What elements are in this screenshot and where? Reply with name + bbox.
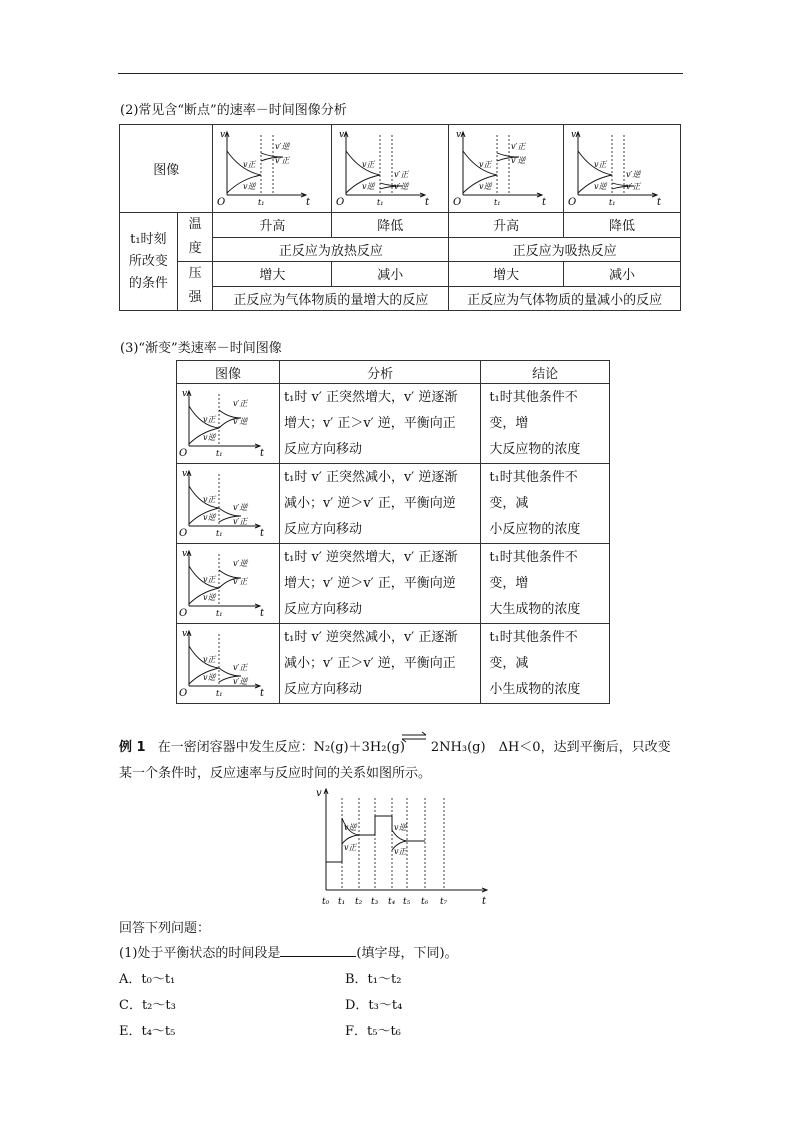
v-label-forward: v正 [394,847,407,856]
analysis-cell [279,464,480,544]
origin-label: O [453,196,462,208]
v-label-reverse: v逆 [594,181,607,191]
axis-label-v: v [456,129,462,140]
axis-label-v: v [339,129,345,140]
v-prime-label-2: v′逆 [394,181,409,191]
v-prime-label-1: v′正 [233,398,248,408]
origin-label: O [179,607,188,619]
origin-label: O [568,196,577,208]
example-label: 例 1 [119,740,146,755]
condition-label-line: t₁时刻 [130,231,167,247]
axis-label-t: t [425,196,430,208]
pressure-value: 减小 [564,262,681,287]
v-label-reverse: v逆 [243,181,257,191]
v-prime-label-1: v′正 [394,169,409,179]
temp-value: 降低 [332,213,449,238]
v-label-forward: v正 [344,843,357,852]
option-b[interactable]: B．t₁～t₂ [345,972,402,987]
graph-temp-down-endo [564,125,681,213]
option-d[interactable]: D．t₃～t₄ [345,998,403,1013]
header-analysis: 分析 [279,361,480,384]
analysis-line: t₁时 v′ 正突然减小，v′ 逆逐渐 [283,469,458,485]
axis-label-v: v [182,468,188,479]
v-prime-label-2: v′正 [233,516,248,526]
tick-label: t₆ [421,897,429,904]
tick-label: t₀ [322,897,330,904]
conclusion-line: t₁时其他条件不变，减 [489,469,578,511]
image-row-label: 图像 [120,125,213,213]
v-label-reverse: v逆 [203,672,216,682]
conclusion-line: 大生成物的浓度 [489,601,581,617]
v-label-reverse: v逆 [362,181,375,191]
t1-label: t₁ [258,197,265,207]
v-label-forward: v正 [594,159,607,169]
analysis-cell [279,624,480,704]
conclusion-line: t₁时其他条件不变，增 [489,389,578,431]
condition-label-line: 的条件 [128,275,168,291]
temp-char: 温 [188,217,202,232]
question-text: (1)处于平衡状态的时间段是 [119,946,281,961]
v-prime-label-1: v′逆 [626,169,641,179]
tick-label: t₁ [338,897,346,904]
analysis-line: 反应方向移动 [283,601,362,617]
analysis-line: 增大；v′ 逆＞v′ 正，平衡向逆 [283,575,456,591]
pressure-value: 增大 [213,262,332,287]
graph-decrease-product [177,624,280,704]
graph-temp-up-endo [449,125,564,213]
analysis-line: 反应方向移动 [283,521,362,537]
pressure-note: 正反应为气体物质的量增大的反应 [213,286,449,311]
v-prime-label-1: v′逆 [275,141,290,151]
conclusion-line: 小反应物的浓度 [489,521,581,537]
analysis-line: t₁时 v′ 正突然增大，v′ 逆逐渐 [283,389,458,405]
axis-label-t: t [260,607,265,619]
v-prime-label-1: v′正 [511,141,526,151]
v-prime-label-2: v′正 [275,155,290,165]
origin-label: O [217,196,226,208]
temp-note: 正反应为吸热反应 [449,237,681,262]
analysis-cell [279,384,480,464]
v-prime-label-2: v′逆 [233,416,248,426]
pressure-char: 强 [188,290,202,305]
v-prime-label-1: v′逆 [233,558,248,568]
conclusion-line: 小生成物的浓度 [489,681,581,697]
conclusion-line: t₁时其他条件不变，增 [489,549,578,591]
axis-label-t: t [657,196,662,208]
v-prime-label-1: v′逆 [233,502,248,512]
analysis-line: t₁时 v′ 逆突然增大，v′ 正逐渐 [283,549,458,565]
option-a[interactable]: A．t₀～t₁ [119,972,176,987]
axis-label-t: t [306,196,311,208]
breakpoint-table [119,124,681,311]
conclusion-cell [481,384,610,464]
tick-label: t₄ [388,897,396,904]
condition-label [120,213,178,311]
reversible-arrow-icon [401,731,427,743]
analysis-line: 减小；v′ 逆＞v′ 正，平衡向逆 [283,495,456,511]
v-prime-label-1: v′正 [233,662,248,672]
temp-value: 升高 [449,213,564,238]
tick-label: t₅ [403,897,411,904]
analysis-line: 减小；v′ 正＞v′ 逆，平衡向正 [283,655,456,671]
axis-label-v: v [182,628,188,639]
t1-label: t₁ [377,197,384,207]
question-1 [119,942,458,961]
axis-label-t: t [482,896,487,904]
v-label-reverse: v逆 [203,432,216,442]
temperature-label [177,213,213,262]
axis-label-v: v [182,548,188,559]
origin-label: O [336,196,345,208]
temp-note: 正反应为放热反应 [213,237,449,262]
t1-label: t₁ [216,448,223,458]
analysis-line: 反应方向移动 [283,681,362,697]
section3-heading: (3)“渐变”类速率－时间图像 [120,341,282,356]
option-e[interactable]: E．t₄～t₅ [119,1024,176,1039]
option-f[interactable]: F．t₅～t₆ [345,1024,401,1039]
v-label-reverse: v逆 [203,512,216,522]
condition-label-line: 所改变 [128,253,168,269]
axis-label-v: v [571,129,577,140]
t1-label: t₁ [216,528,223,538]
temp-value: 降低 [564,213,681,238]
example-line1 [119,736,671,755]
v-prime-label-2: v′逆 [233,676,248,686]
section2-heading: (2)常见含“断点”的速率－时间图像分析 [120,103,347,118]
conclusion-cell [481,464,610,544]
graph-decrease-reactant [177,464,280,544]
tick-label: t₇ [440,897,448,904]
graph-increase-reactant [177,384,280,464]
pressure-value: 减小 [332,262,449,287]
v-label-reverse: v逆 [394,823,407,832]
axis-label-t: t [542,196,547,208]
v-prime-label-2: v′逆 [511,155,526,165]
temp-value: 升高 [213,213,332,238]
t1-label: t₁ [609,197,616,207]
analysis-cell [279,544,480,624]
origin-label: O [179,527,188,539]
tick-label: t₂ [355,897,363,904]
answer-prompt: 回答下列问题： [119,921,211,936]
option-c[interactable]: C．t₂～t₃ [119,998,176,1013]
v-label-forward: v正 [203,654,216,664]
example-text: 在一密闭容器中发生反应：N₂(g)＋3H₂(g) 2NH₃(g) ΔH＜0，达到平衡后，只改变 [157,740,671,755]
example-line2: 某一个条件时，反应速率与反应时间的关系如图所示。 [119,766,432,781]
axis-label-t: t [260,687,265,699]
v-label-forward: v正 [243,159,257,169]
axis-label-t: t [260,447,265,459]
example-figure [308,784,498,904]
pressure-label [177,262,213,311]
t1-label: t₁ [216,688,223,698]
v-label-reverse: v逆 [203,592,216,602]
v-label-reverse: v逆 [344,823,357,832]
temp-char: 度 [188,241,202,256]
tick-label: t₃ [371,897,379,904]
t1-label: t₁ [216,608,223,618]
v-label-forward: v正 [203,494,216,504]
top-rule [118,73,683,74]
answer-blank[interactable] [280,944,356,957]
pressure-value: 增大 [449,262,564,287]
v-label-forward: v正 [203,414,216,424]
axis-label-v: v [182,388,188,399]
v-label-forward: v正 [203,574,216,584]
header-image: 图像 [177,361,280,384]
graph-temp-down-exo [332,125,449,213]
v-label-forward: v正 [362,159,375,169]
axis-label-v: v [316,788,322,799]
v-label-reverse: v逆 [479,181,492,191]
analysis-line: t₁时 v′ 逆突然减小，v′ 正逐渐 [283,629,458,645]
axis-label-t: t [260,527,265,539]
pressure-char: 压 [188,266,202,281]
analysis-line: 增大；v′ 正＞v′ 逆，平衡向正 [283,415,456,431]
conclusion-line: 大反应物的浓度 [489,441,581,457]
question-tail: (填字母，下同)。 [356,946,458,961]
conclusion-cell [481,544,610,624]
origin-label: O [179,447,188,459]
pressure-note: 正反应为气体物质的量减小的反应 [449,286,681,311]
graph-temp-up-exo [213,125,332,213]
origin-label: O [179,687,188,699]
v-prime-label-2: v′正 [233,576,248,586]
gradual-table [176,360,610,704]
conclusion-line: t₁时其他条件不变，减 [489,629,578,671]
header-conclusion: 结论 [481,361,610,384]
conclusion-cell [481,624,610,704]
axis-label-v: v [220,129,226,140]
graph-increase-product [177,544,280,624]
analysis-line: 反应方向移动 [283,441,362,457]
v-prime-label-2: v′正 [626,181,641,191]
t1-label: t₁ [494,197,501,207]
v-label-forward: v正 [479,159,492,169]
